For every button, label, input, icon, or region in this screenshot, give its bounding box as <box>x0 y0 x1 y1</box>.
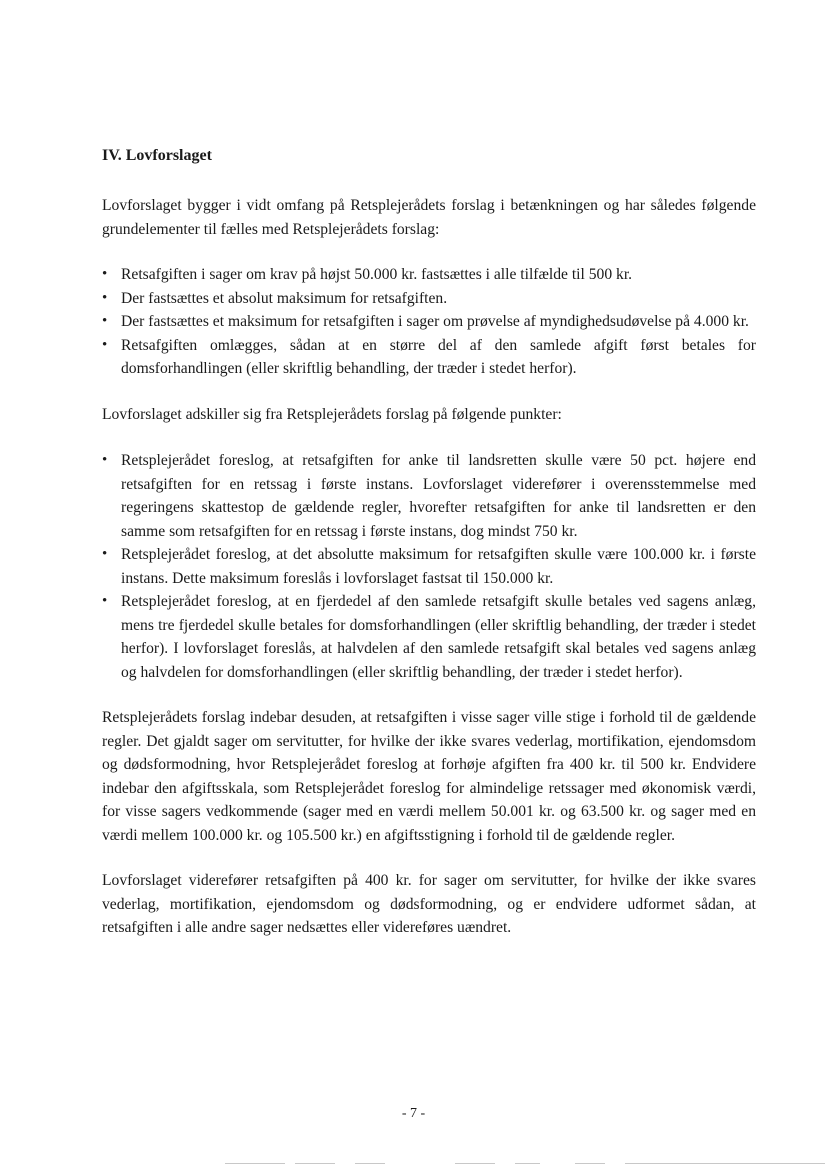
list-item: • Retsplejerådet foreslog, at det absolutte maksimum for retsafgiften skulle være 100.000 kr. i første instans. Dette maksimum foreslås i lovforslaget fastsat til 150.000 kr. <box>102 543 756 590</box>
list-item: • Retsafgiften omlægges, sådan at en større del af den samlede afgift først betales for domsforhandlingen (eller skriftlig behandling, der træder i stedet herfor). <box>102 334 756 381</box>
list-item: • Der fastsættes et absolut maksimum for retsafgiften. <box>102 287 756 311</box>
scan-artifact-line <box>225 1163 825 1165</box>
differences-list <box>102 449 756 684</box>
body-paragraph: Retsplejerådets forslag indebar desuden, at retsafgiften i visse sager ville stige i forhold til de gældende regler. Det gjaldt sager om servitutter, for hvilke der ikke svares vederlag, mortifikation, ejendomsdom og dødsformodning, hvor Retsplejerådet foreslog at forhøje afgiften fra 400 kr. til 500 kr. Endvidere indebar den afgiftsskala, som Retsplejerådet foreslog for almindelige retssager med økonomisk værdi, for visse sagers vedkommende (sager med en værdi mellem 50.001 kr. og 63.500 kr. og sager med en værdi mellem 100.000 kr. og 105.500 kr.) en afgiftsstigning i forhold til de gældende regler. <box>102 709 756 844</box>
differences-intro-paragraph: Lovforslaget adskiller sig fra Retsplejerådets forslag på følgende punkter: <box>102 405 562 423</box>
list-item: • Retsafgiften i sager om krav på højst 50.000 kr. fastsættes i alle tilfælde til 500 kr. <box>102 263 756 287</box>
list-item: • Der fastsættes et maksimum for retsafgiften i sager om prøvelse af myndighedsudøvelse på 4.000 kr. <box>102 310 756 334</box>
intro-paragraph: Lovforslaget bygger i vidt omfang på Retsplejerådets forslag i betænkningen og har således følgende grundelementer til fælles med Retsplejerådets forslag: <box>102 197 756 238</box>
body-paragraph: Lovforslaget viderefører retsafgiften på 400 kr. for sager om servitutter, for hvilke der ikke svares vederlag, mortifikation, ejendomsdom og dødsformodning, og er endvidere udformet sådan, at retsafgiften i alle andre sager nedsættes eller videreføres uændret. <box>102 872 756 936</box>
list-item: • Retsplejerådet foreslog, at retsafgiften for anke til landsretten skulle være 50 pct. højere end retsafgiften for en retssag i første instans. Lovforslaget viderefører i overensstemmelse med regeringens skattestop de gældende regler, hvorefter retsafgiften for anke til landsretten er den samme som retsafgiften for en retssag i første instans, dog mindst 750 kr. <box>102 449 756 543</box>
page-content <box>102 143 756 940</box>
common-elements-list <box>102 263 756 381</box>
list-item: • Retsplejerådet foreslog, at en fjerdedel af den samlede retsafgift skulle betales ved sagens anlæg, mens tre fjerdedel skulle betales for domsforhandlingen (eller skriftlig behandling, der træder i stedet herfor). I lovforslaget foreslås, at halvdelen af den samlede retsafgift skal betales ved sagens anlæg og halvdelen for domsforhandlingen (eller skriftlig behandling, der træder i stedet herfor). <box>102 590 756 684</box>
page-number: - 7 - <box>401 1106 426 1121</box>
section-heading: IV. Lovforslaget <box>102 147 212 164</box>
